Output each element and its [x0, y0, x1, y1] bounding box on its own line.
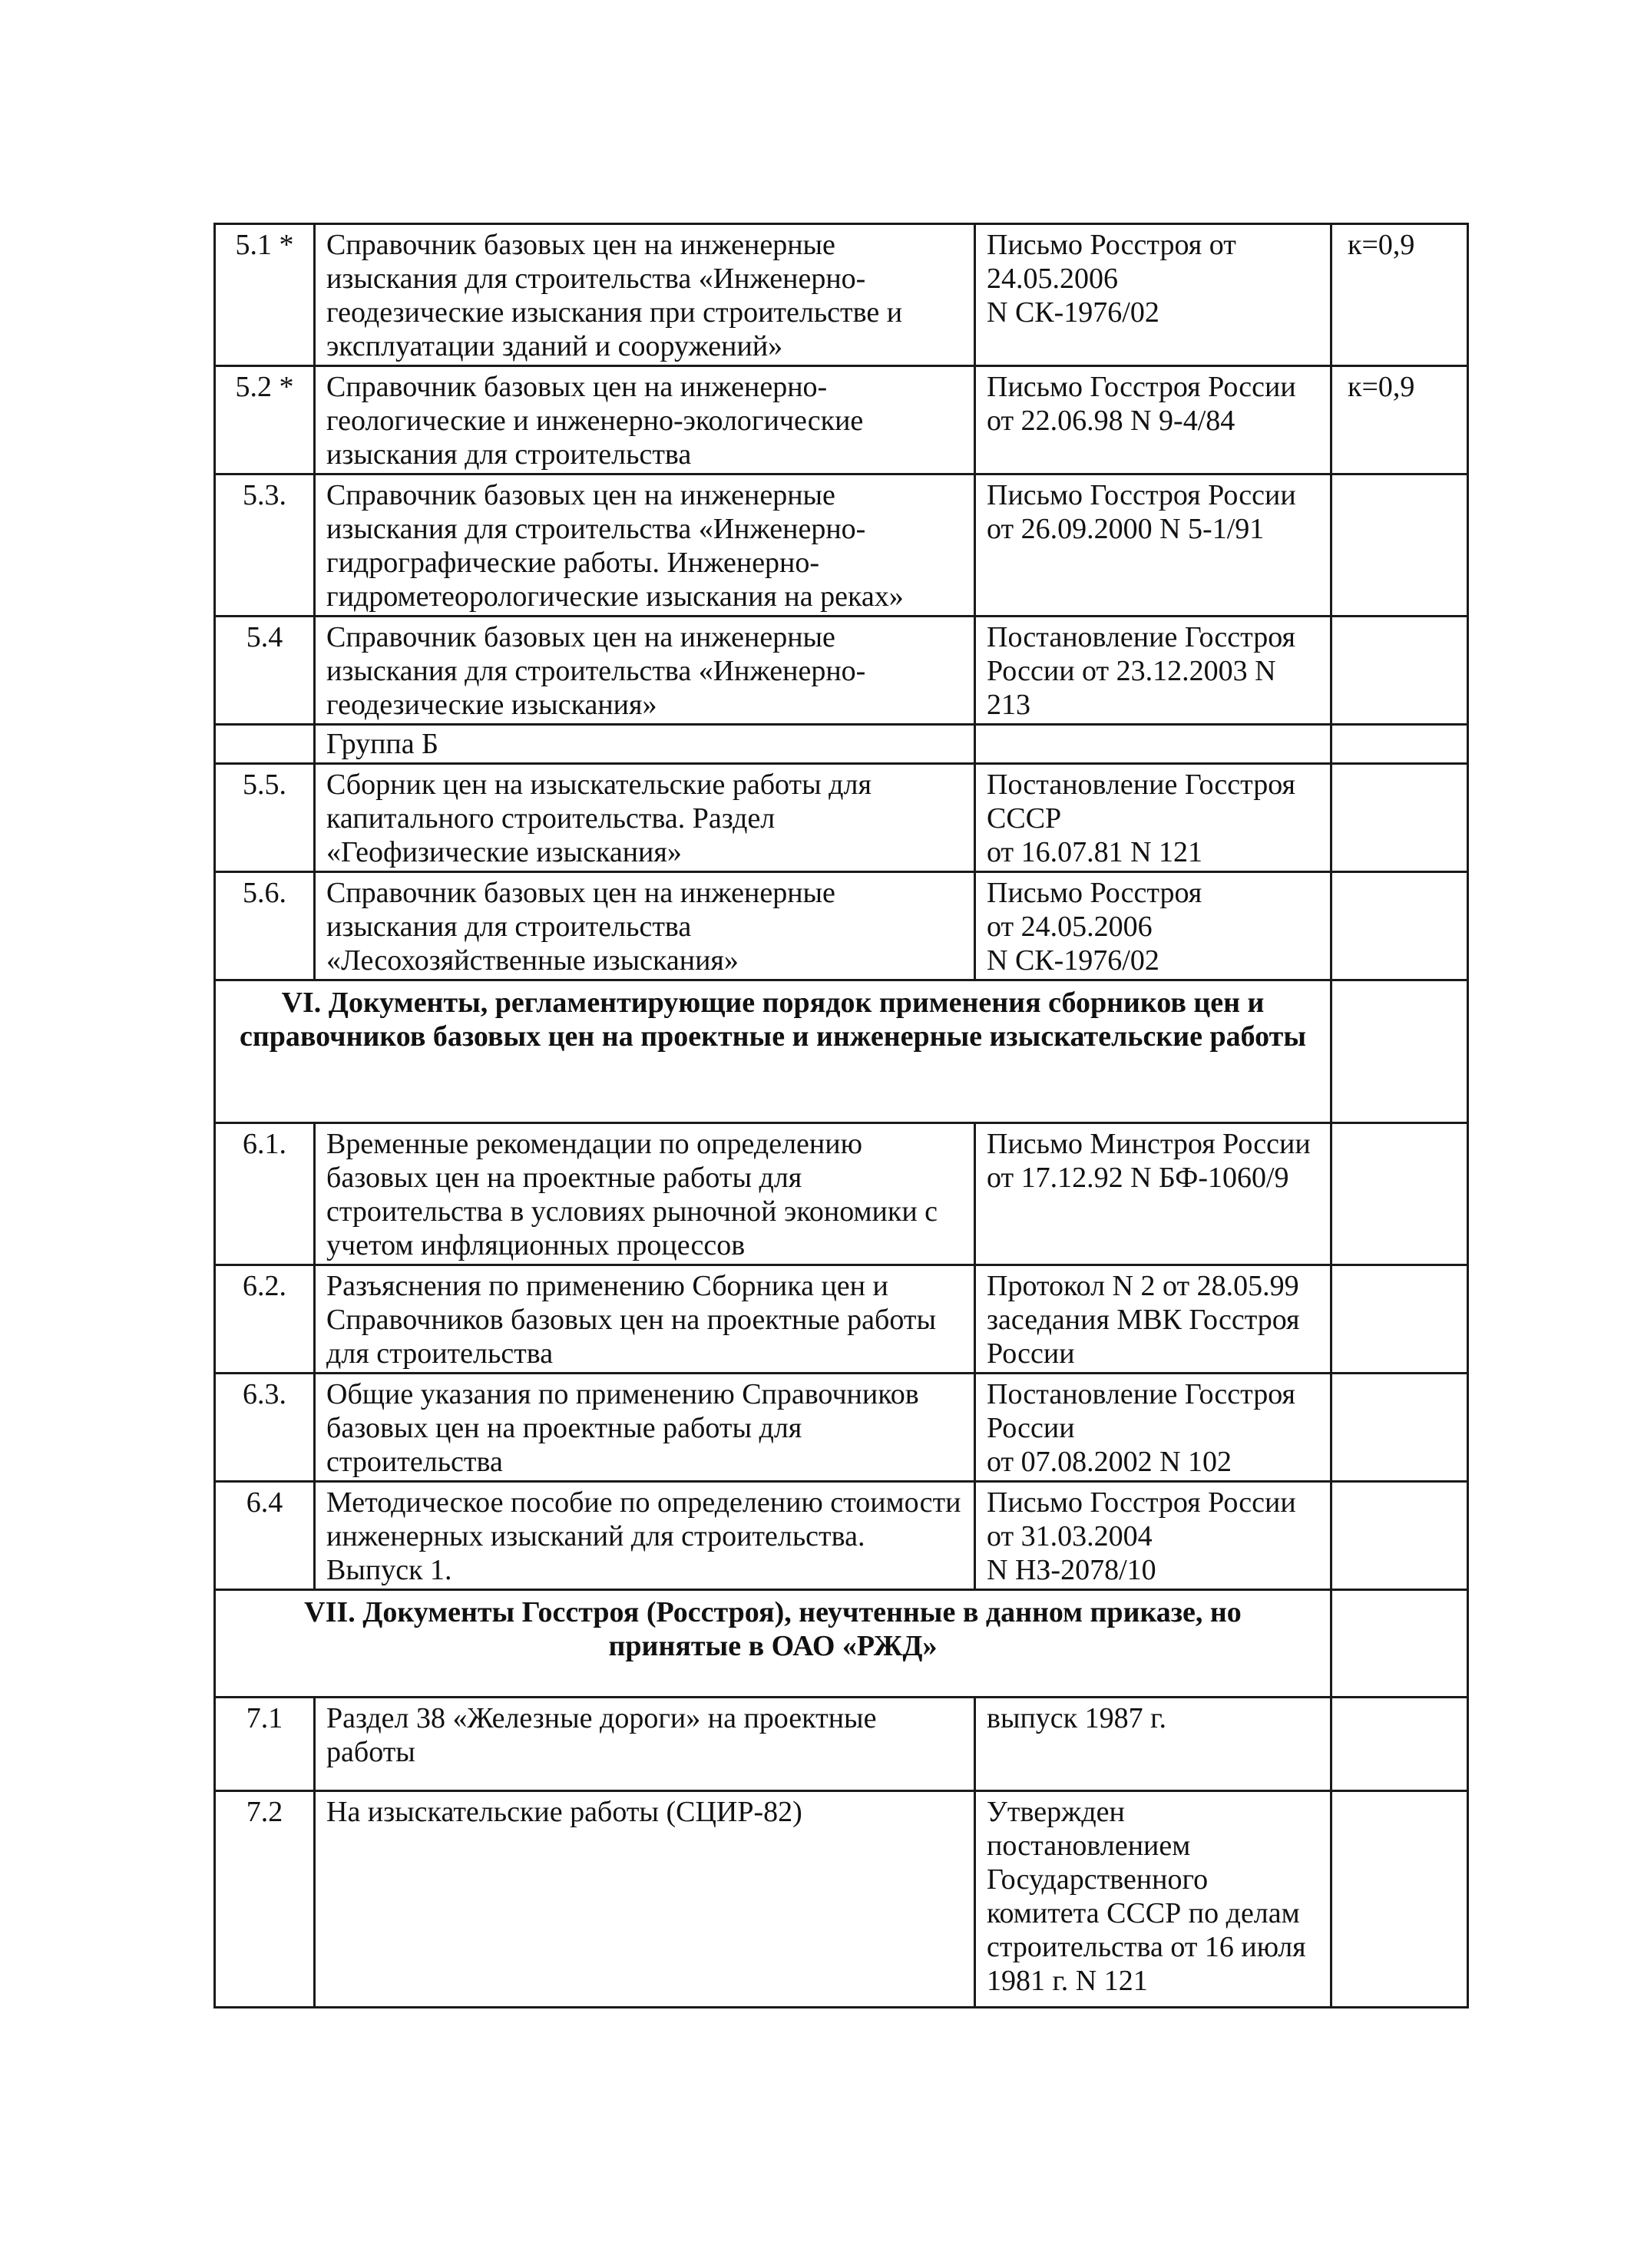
coefficient	[1331, 872, 1468, 980]
document-title: Методическое пособие по определению стоимости инженерных изысканий для строительства. Выпуск 1.	[315, 1482, 975, 1590]
approval-source: Письмо Госстроя России от 22.06.98 N 9-4/84	[975, 366, 1331, 474]
table-row	[215, 1791, 1468, 2008]
table-row	[215, 617, 1468, 725]
coefficient	[1331, 1791, 1468, 2008]
table-row	[215, 366, 1468, 474]
coefficient	[1331, 980, 1468, 1123]
table-row	[215, 1698, 1468, 1791]
coefficient	[1331, 1123, 1468, 1265]
coefficient	[1331, 725, 1468, 764]
approval-source: Постановление Госстроя России от 07.08.2002 N 102	[975, 1374, 1331, 1482]
coefficient: к=0,9	[1331, 366, 1468, 474]
table-row	[215, 224, 1468, 366]
document-title: Раздел 38 «Железные дороги» на проектные работы	[315, 1698, 975, 1791]
coefficient	[1331, 474, 1468, 617]
coefficient	[1331, 764, 1468, 872]
approval-source: Протокол N 2 от 28.05.99 заседания МВК Госстроя России	[975, 1265, 1331, 1374]
document-title: Сборник цен на изыскательские работы для капитального строительства. Раздел «Геофизические изыскания»	[315, 764, 975, 872]
document-title: Справочник базовых цен на инженерные изыскания для строительства «Лесохозяйственные изыскания»	[315, 872, 975, 980]
table-row	[215, 1482, 1468, 1590]
row-number: 5.4	[215, 617, 315, 725]
row-number: 5.2 *	[215, 366, 315, 474]
approval-source	[975, 725, 1331, 764]
table-row	[215, 872, 1468, 980]
table-row	[215, 764, 1468, 872]
row-number: 5.6.	[215, 872, 315, 980]
approval-source: Письмо Госстроя России от 31.03.2004 N НЗ-2078/10	[975, 1482, 1331, 1590]
coefficient	[1331, 1265, 1468, 1374]
row-number: 6.2.	[215, 1265, 315, 1374]
group-row	[215, 725, 1468, 764]
row-number	[215, 725, 315, 764]
approval-source: Постановление Госстроя России от 23.12.2003 N 213	[975, 617, 1331, 725]
document-title: Общие указания по применению Справочников базовых цен на проектные работы для строительства	[315, 1374, 975, 1482]
coefficient	[1331, 1482, 1468, 1590]
document-title: Справочник базовых цен на инженерно-геологические и инженерно-экологические изыскания для строительства	[315, 366, 975, 474]
table-row	[215, 1265, 1468, 1374]
approval-source: Утвержден постановлением Государственного комитета СССР по делам строительства от 16 июля 1981 г. N 121	[975, 1791, 1331, 2008]
row-number: 5.5.	[215, 764, 315, 872]
coefficient: к=0,9	[1331, 224, 1468, 366]
row-number: 5.3.	[215, 474, 315, 617]
section-6-title: VI. Документы, регламентирующие порядок применения сборников цен и справочников базовых цен на проектные и инженерные изыскательские работы	[215, 980, 1331, 1123]
row-number: 7.1	[215, 1698, 315, 1791]
approval-source: Письмо Росстроя от 24.05.2006 N СК-1976/02	[975, 224, 1331, 366]
coefficient	[1331, 1698, 1468, 1791]
document-title: Справочник базовых цен на инженерные изыскания для строительства «Инженерно-геодезические изыскания при строительстве и эксплуатации зданий и сооружений»	[315, 224, 975, 366]
approval-source: Письмо Минстроя России от 17.12.92 N БФ-1060/9	[975, 1123, 1331, 1265]
group-label: Группа Б	[315, 725, 975, 764]
approval-source: выпуск 1987 г.	[975, 1698, 1331, 1791]
row-number: 6.3.	[215, 1374, 315, 1482]
approval-source: Письмо Росстроя от 24.05.2006 N СК-1976/02	[975, 872, 1331, 980]
document-title: Разъяснения по применению Сборника цен и Справочников базовых цен на проектные работы для строительства	[315, 1265, 975, 1374]
row-number: 7.2	[215, 1791, 315, 2008]
document-title: На изыскательские работы (СЦИР-82)	[315, 1791, 975, 2008]
row-number: 6.4	[215, 1482, 315, 1590]
row-number: 6.1.	[215, 1123, 315, 1265]
table-row	[215, 1123, 1468, 1265]
row-number: 5.1 *	[215, 224, 315, 366]
table-row	[215, 474, 1468, 617]
coefficient	[1331, 617, 1468, 725]
approval-source: Постановление Госстроя СССР от 16.07.81 N 121	[975, 764, 1331, 872]
table-row	[215, 1374, 1468, 1482]
approval-source: Письмо Госстроя России от 26.09.2000 N 5-1/91	[975, 474, 1331, 617]
document-title: Справочник базовых цен на инженерные изыскания для строительства «Инженерно-гидрографические работы. Инженерно-гидрометеорологические изыскания на реках»	[315, 474, 975, 617]
coefficient	[1331, 1590, 1468, 1698]
document-title: Временные рекомендации по определению базовых цен на проектные работы для строительства в условиях рыночной экономики с учетом инфляционных процессов	[315, 1123, 975, 1265]
section-7-title: VII. Документы Госстроя (Росстроя), неучтенные в данном приказе, но принятые в ОАО «РЖД»	[215, 1590, 1331, 1698]
coefficient	[1331, 1374, 1468, 1482]
price-documents-table	[213, 223, 1469, 2008]
section-heading-row	[215, 980, 1468, 1123]
document-title: Справочник базовых цен на инженерные изыскания для строительства «Инженерно-геодезические изыскания»	[315, 617, 975, 725]
section-heading-row	[215, 1590, 1468, 1698]
